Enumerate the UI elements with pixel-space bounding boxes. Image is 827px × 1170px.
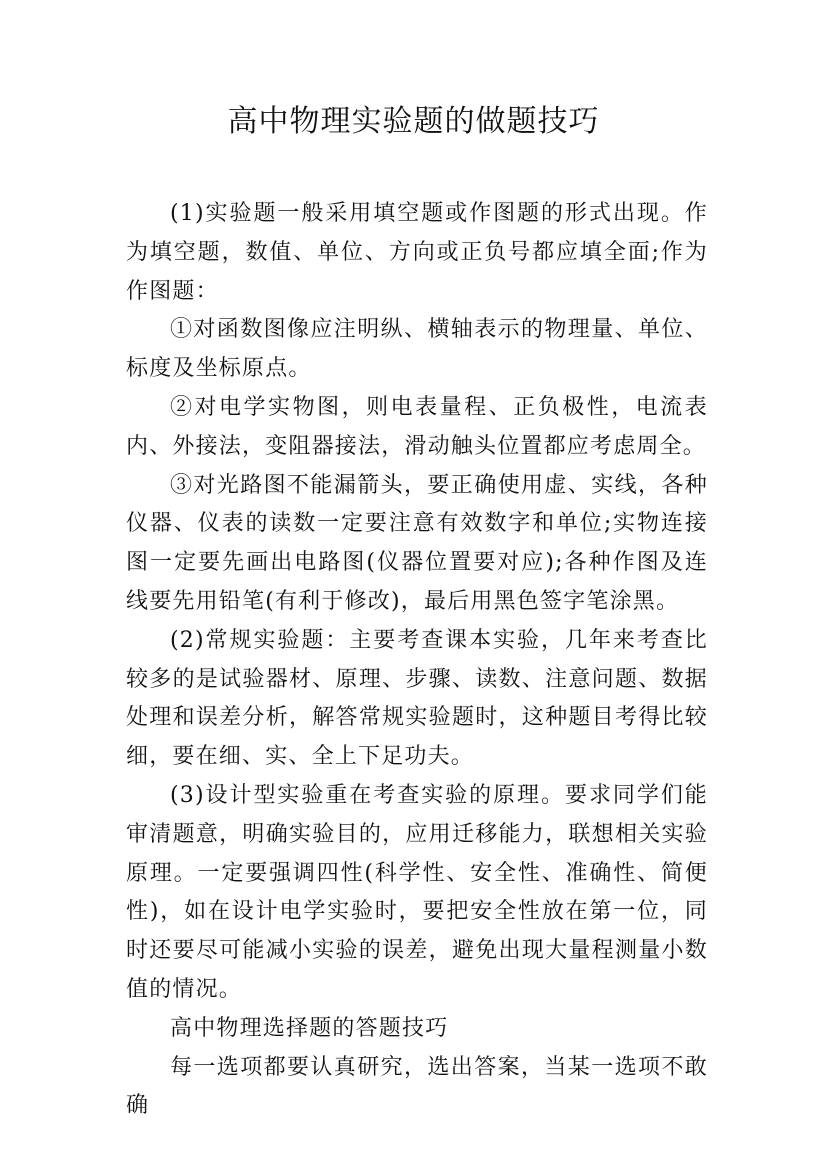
document-title: 高中物理实验题的做题技巧 xyxy=(227,104,600,139)
paragraph-electrical-diagram: ②对电学实物图，则电表量程、正负极性，电流表内、外接法，变阻器接法，滑动触头位置都应考虑周全。 xyxy=(126,394,708,459)
paragraph-experiment-format: (1)实验题一般采用填空题或作图题的形式出现。作为填空题，数值、单位、方向或正负号都应填全面;作为作图题： xyxy=(126,201,708,304)
paragraph-multiple-choice: 每一选项都要认真研究，选出答案，当某一选项不敢确 xyxy=(126,1054,708,1119)
section-heading-multiple-choice: 高中物理选择题的答题技巧 xyxy=(170,1015,449,1041)
paragraph-optical-path: ③对光路图不能漏箭头，要正确使用虚、实线，各种仪器、仪表的读数一定要注意有效数字和单位;实物连接图一定要先画出电路图(仪器位置要对应);各种作图及连线要先用铅笔(有利于修改)，最后用黑色签字笔涂黑。 xyxy=(126,472,708,614)
paragraph-regular-experiments: (2)常规实验题：主要考查课本实验，几年来考查比较多的是试验器材、原理、步骤、读数、注意问题、数据处理和误差分析，解答常规实验题时，这种题目考得比较细，要在细、实、全上下足功夫。 xyxy=(126,627,708,770)
paragraph-design-experiments: (3)设计型实验重在考查实验的原理。要求同学们能审清题意，明确实验目的，应用迁移能力，联想相关实验原理。一定要强调四性(科学性、安全性、准确性、简便性)，如在设计电学实验时，要把安全性放在第一位，同时还要尽可能减小实验的误差，避免出现大量程测量小数值的情况。 xyxy=(126,782,708,1002)
document-body xyxy=(126,195,708,1126)
paragraph-function-graph: ①对函数图像应注明纵、横轴表示的物理量、单位、标度及坐标原点。 xyxy=(126,317,708,382)
